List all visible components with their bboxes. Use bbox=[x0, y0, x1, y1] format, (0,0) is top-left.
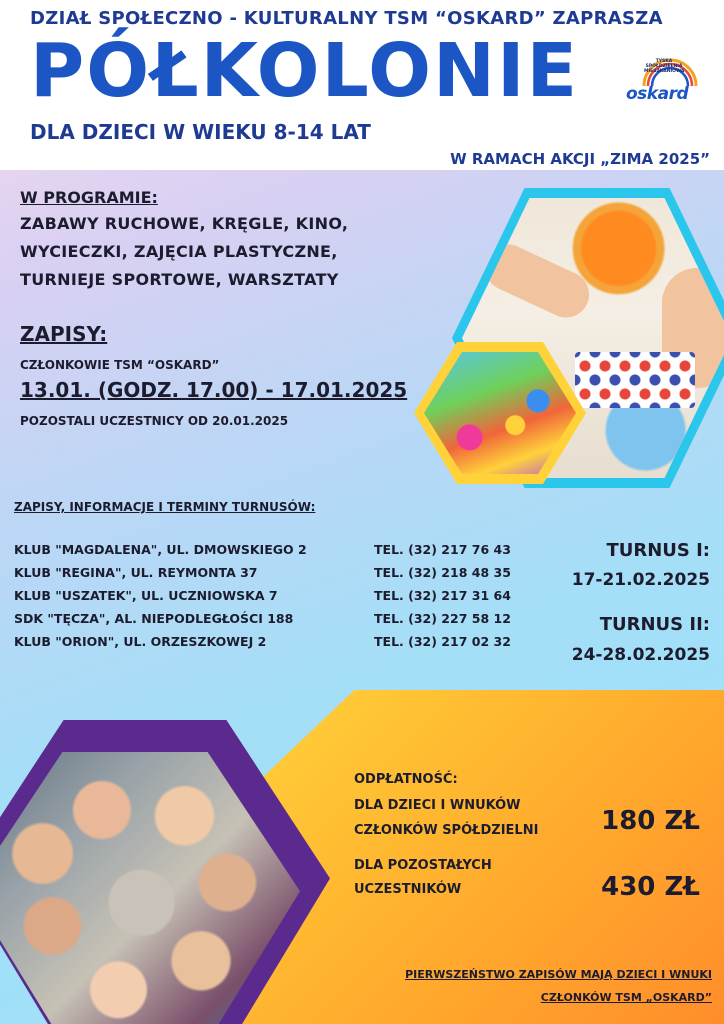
club-phone: TEL. (32) 217 02 32 bbox=[374, 634, 511, 649]
poster-title: PÓŁKOLONIE bbox=[30, 28, 580, 114]
club-phone: TEL. (32) 217 31 64 bbox=[374, 588, 511, 603]
club-name: KLUB "USZATEK", UL. UCZNIOWSKA 7 bbox=[14, 588, 278, 603]
fee-others-line: DLA POZOSTAŁYCH bbox=[354, 858, 492, 873]
club-name: SDK "TĘCZA", AL. NIEPODLEGŁOŚCI 188 bbox=[14, 611, 294, 626]
fee-others-line: UCZESTNIKÓW bbox=[354, 882, 462, 897]
info-heading: ZAPISY, INFORMACJE I TERMINY TURNUSÓW: bbox=[14, 500, 316, 514]
priority-note: PIERWSZEŃSTWO ZAPISÓW MAJĄ DZIECI I WNUKI bbox=[405, 968, 712, 981]
logo-wordmark: oskard bbox=[626, 84, 689, 104]
program-line: TURNIEJE SPORTOWE, WARSZTATY bbox=[20, 270, 339, 289]
club-phone: TEL. (32) 217 76 43 bbox=[374, 542, 511, 557]
registration-others: POZOSTALI UCZESTNICY OD 20.01.2025 bbox=[20, 414, 289, 428]
registration-dates: 13.01. (GODZ. 17.00) - 17.01.2025 bbox=[20, 378, 408, 402]
program-line: ZABAWY RUCHOWE, KRĘGLE, KINO, bbox=[20, 214, 349, 233]
turnus-1-label: TURNUS I: bbox=[606, 540, 710, 561]
turnus-1-dates: 17-21.02.2025 bbox=[571, 570, 710, 590]
club-phone: TEL. (32) 218 48 35 bbox=[374, 565, 511, 580]
program-line: WYCIECZKI, ZAJĘCIA PLASTYCZNE, bbox=[20, 242, 338, 261]
club-name: KLUB "MAGDALENA", UL. DMOWSKIEGO 2 bbox=[14, 542, 307, 557]
age-subtitle: DLA DZIECI W WIEKU 8-14 LAT bbox=[30, 120, 371, 144]
organizer-line: DZIAŁ SPOŁECZNO - KULTURALNY TSM “OSKARD” ZAPRASZA bbox=[30, 8, 663, 29]
fees-heading: ODPŁATNOŚĆ: bbox=[354, 772, 458, 787]
logo-small-text: TYSKA SPÓŁDZIELNIA MIESZKANIOWA bbox=[644, 59, 685, 74]
fee-members-line: CZŁONKÓW SPÓŁDZIELNI bbox=[354, 823, 539, 838]
priority-note: CZŁONKÓW TSM „OSKARD” bbox=[540, 991, 712, 1004]
fee-others-price: 430 ZŁ bbox=[601, 872, 700, 902]
campaign-line: W RAMACH AKCJI „ZIMA 2025” bbox=[450, 150, 710, 168]
turnus-2-dates: 24-28.02.2025 bbox=[571, 645, 710, 665]
watercolor-palette-image bbox=[575, 352, 695, 408]
registration-heading: ZAPISY: bbox=[20, 322, 108, 346]
turnus-2-label: TURNUS II: bbox=[599, 614, 710, 635]
club-phone: TEL. (32) 227 58 12 bbox=[374, 611, 511, 626]
fee-members-line: DLA DZIECI I WNUKÓW bbox=[354, 798, 521, 813]
program-heading: W PROGRAMIE: bbox=[20, 188, 158, 207]
club-name: KLUB "ORION", UL. ORZESZKOWEJ 2 bbox=[14, 634, 267, 649]
registration-members: CZŁONKOWIE TSM “OSKARD” bbox=[20, 358, 220, 372]
oskard-logo bbox=[622, 56, 716, 108]
club-name: KLUB "REGINA", UL. REYMONTA 37 bbox=[14, 565, 258, 580]
fee-members-price: 180 ZŁ bbox=[601, 806, 700, 836]
